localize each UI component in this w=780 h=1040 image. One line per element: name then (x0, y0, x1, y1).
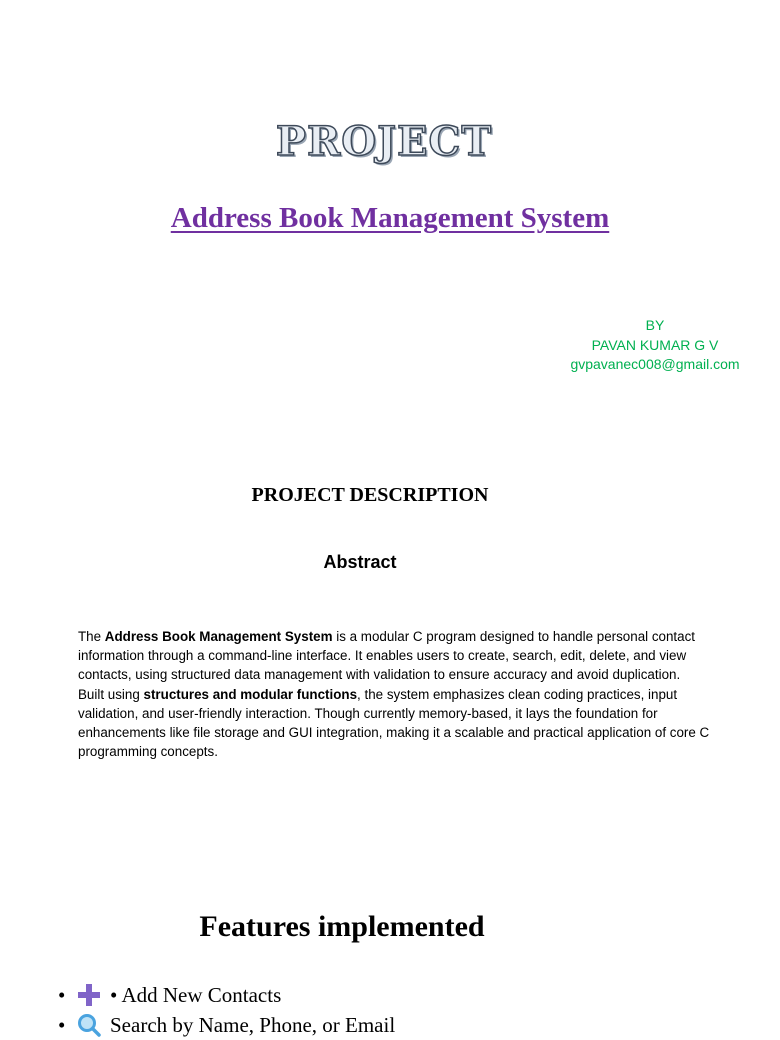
author-name: PAVAN KUMAR G V (591, 336, 719, 353)
abstract-paragraph-1 (78, 627, 723, 685)
author-email: gvpavanec008@gmail.com (570, 356, 740, 372)
feature-item-search (58, 1010, 395, 1040)
text-run: The (78, 629, 105, 644)
plus-icon (76, 982, 102, 1008)
feature-label: Search by Name, Phone, or Email (110, 1012, 396, 1037)
abstract-body (78, 627, 723, 761)
feature-item-add-contacts (58, 980, 395, 1010)
bullet: • (58, 1012, 66, 1037)
author-block (560, 316, 750, 375)
document-title: PROJECT (275, 118, 493, 165)
features-heading: Features implemented (199, 910, 485, 943)
bullet: • (58, 982, 66, 1007)
feature-list (58, 980, 395, 1040)
bold-text-run: structures and modular functions (143, 686, 358, 702)
author-by: BY (645, 317, 665, 333)
text-run: Built using (78, 686, 144, 702)
text-run: , the system emphasizes clean coding practices, input validation, and user-friendly interaction. Though currently memory-based, it lays the foundation for enhancements like file storage and GUI integration, making it a scalable and practical application of core C programming concepts. (78, 686, 710, 760)
abstract-heading: Abstract (323, 552, 397, 572)
bold-text-run: Address Book Management System (104, 629, 333, 644)
project-description-heading: PROJECT DESCRIPTION (251, 484, 489, 506)
search-icon (76, 1012, 102, 1038)
text-run: is a modular C program designed to handle personal contact information through a command-line interface. It enables users to create, search, edit, delete, and view contacts, using structured data management with validation to ensure accuracy and avoid duplication. (78, 629, 696, 683)
abstract-paragraph-2 (78, 685, 723, 762)
feature-label: • Add New Contacts (110, 982, 282, 1007)
project-subtitle: Address Book Management System (170, 202, 610, 234)
